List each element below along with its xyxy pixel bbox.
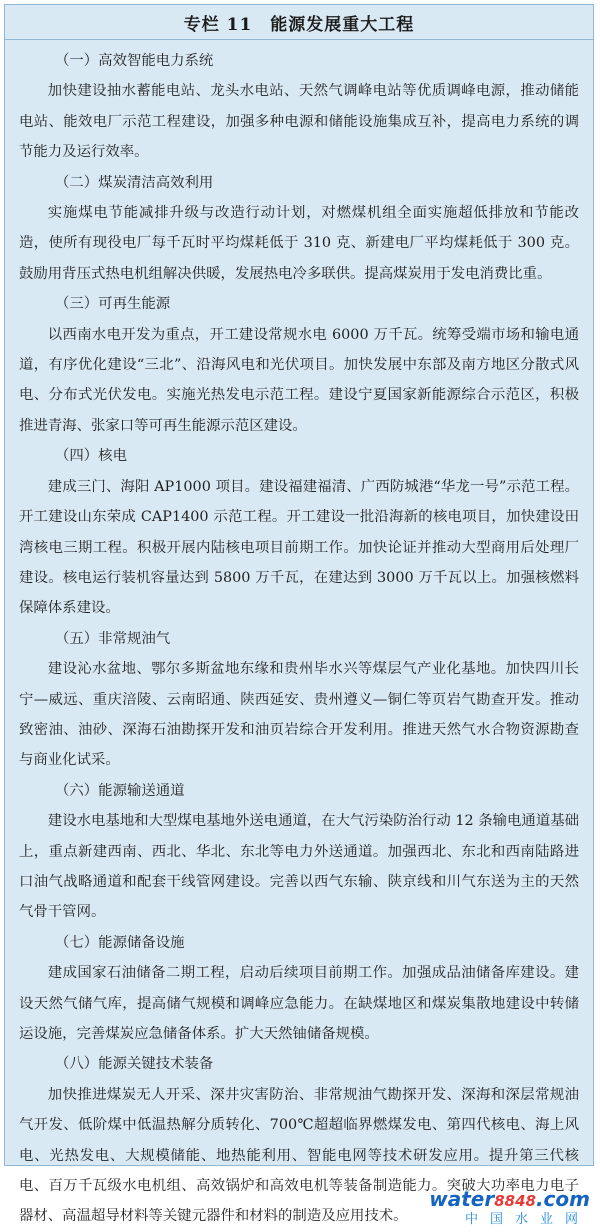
section-body: 建成三门、海阳 AP1000 项目。建设福建福清、广西防城港“华龙一号”示范工程。开工建设山东荣成 CAP1400 示范工程。开工建设一批沿海新的核电项目，加快建设田湾核电三期工程。积极开展内陆核电项目前期工作。加快论证并推动大型商用后处理厂建设。核电运行装机容量达到 5800 万千瓦，在建达到 3000 万千瓦以上。加强核燃料保障体系建设。	[19, 478, 579, 617]
watermark	[429, 1188, 590, 1228]
watermark-logo	[429, 1188, 590, 1212]
column-content	[5, 40, 593, 1232]
section-heading: （一）高效智能电力系统	[55, 53, 214, 69]
section-heading: （四）核电	[55, 448, 127, 465]
watermark-logo-number: 8848	[494, 1192, 536, 1210]
section-heading: （六）能源输送通道	[55, 782, 185, 799]
column-title-text: 能源发展重大工程	[270, 14, 415, 35]
section-body: 建设沁水盆地、鄂尔多斯盆地东缘和贵州毕水兴等煤层气产业化基地。加快四川长宁—威远、重庆涪陵、云南昭通、陕西延安、贵州遵义—铜仁等页岩气勘查开发。推动致密油、油砂、深海石油勘探开发和油页岩综合开发利用。推进天然气水合物资源勘查与商业化试采。	[19, 661, 579, 769]
section-body: 以西南水电开发为重点，开工建设常规水电 6000 万千瓦。统筹受端市场和输电通道，有序优化建设“三北”、沿海风电和光伏项目。加快发展中东部及南方地区分散式风电、分布式光伏发电。实施光热发电示范工程。建设宁夏国家新能源综合示范区，积极推进青海、张家口等可再生能源示范区建设。	[19, 326, 579, 434]
watermark-logo-suffix: .com	[535, 1187, 590, 1211]
section-body: 加快推进煤炭无人开采、深井灾害防治、非常规油气勘探开发、深海和深层常规油气开发、低阶煤中低温热解分质转化、700℃超超临界燃煤发电、第四代核电、海上风电、光热发电、大规模储能、地热能利用、智能电网等技术研发应用。提升第三代核电、百万千瓦级水电机组、高效锅炉和高效电机等装备制造能力。突破大功率电力电子器材、高温超导材料等关键元器件和材料的制造及应用技术。	[19, 1086, 579, 1225]
section-heading: （二）煤炭清洁高效利用	[55, 174, 214, 191]
section-heading: （七）能源储备设施	[55, 934, 185, 951]
section-body: 加快建设抽水蓄能电站、龙头水电站、天然气调峰电站等优质调峰电源，推动储能电站、能效电厂示范工程建设，加强多种电源和储能设施集成互补，提高电力系统的调节能力及运行效率。	[19, 83, 579, 161]
column-title	[5, 5, 593, 40]
section-body: 建成国家石油储备二期工程，启动后续项目前期工作。加强成品油储备库建设。建设天然气储气库，提高储气规模和调峰应急能力。在缺煤地区和煤炭集散地建设中转储运设施，完善煤炭应急储备体系。扩大天然铀储备规模。	[19, 965, 579, 1042]
watermark-site-name: 中国水业网	[464, 1212, 590, 1227]
section-heading: （三）可再生能源	[55, 296, 171, 313]
section-heading: （八）能源关键技术装备	[55, 1056, 214, 1073]
section-heading: （五）非常规油气	[55, 630, 171, 647]
section-body: 建设水电基地和大型煤电基地外送电通道，在大气污染防治行动 12 条输电通道基础上，重点新建西南、西北、华北、东北等电力外送通道。加强西北、东北和西南陆路进口油气战略通道和配套干线管网建设。完善以西气东输、陕京线和川气东送为主的天然气骨干管网。	[19, 813, 579, 921]
watermark-logo-text: water	[429, 1187, 495, 1211]
column-number: 专栏 11	[183, 14, 253, 35]
section-body: 实施煤电节能减排升级与改造行动计划，对燃煤机组全面实施超低排放和节能改造，使所有现役电厂每千瓦时平均煤耗低于 310 克、新建电厂平均煤耗低于 300 克。鼓励用背压式热电机组解决供暖，发展热电冷多联供。提高煤炭用于发电消费比重。	[19, 205, 579, 282]
